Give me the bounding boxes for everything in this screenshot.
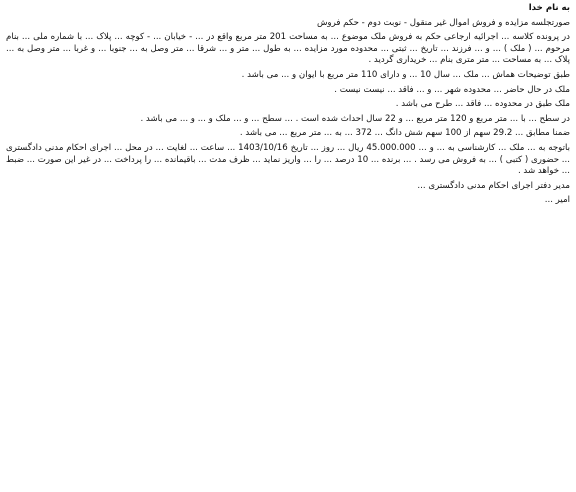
notice-paragraph-4: ملک طبق در محدوده ... فاقد ... طرح می باشد . (395, 99, 570, 110)
notice-paragraph-1: در پرونده کلاسه ... اجرائیه ارجاعی حکم به فروش ملک موضوع ... به مساحت 201 متر مربع واقع در ... - خیابان ... - کوچه ... پلاک ... با شماره ملی ... بنام مرحوم ... ( ملک ) ... و ... فرزند ... تاریخ ... ثبتی ... محدوده مورد مزایده ... به طول ... متر و ... شرقا ... متر وصل به ... جنوبا ... و غربا ... متر وصل به ... پلاک ... به مساحت ... متر متری بنام ... خریداری گردید . (6, 32, 570, 66)
footer-signature-title: مدیر دفتر اجرای احکام مدنی دادگستری ... (417, 180, 570, 191)
notice-paragraph-5: در سطح ... با ... متر مربع و 120 متر مربع ... و 22 سال احداث شده است . ... سطح ... و ... ملک و ... و ... می باشد . (140, 113, 570, 124)
notice-paragraph-3: ملک در حال حاضر ... محدوده شهر ... و ... فاقد ... نیست نیست . (334, 84, 570, 95)
notice-paragraph-7: باتوجه به ... ملک ... کارشناسی به ... و ... 45.000.000 ریال ... روز ... تاریخ 1403/10/16 ... ساعت ... لغایت ... در محل ... اجرای احکام مدنی دادگستری ... حضوری ( کتبی ) ... به فروش می رسد . ... برنده ... 10 درصد ... را ... واریز نماید ... ظرف مدت ... باقیمانده ... را پرداخت ... در غیر این صورت ... ضبط ... خواهد شد . (6, 142, 570, 177)
notice-paragraph-6: ضمنا مطابق ... 29.2 سهم از 100 سهم شش دانگ ... 372 ... به ... متر مربع ... می باشد . (239, 128, 570, 139)
footer-signature-name: امیر ... (544, 195, 570, 206)
document-label: به نام خدا (528, 3, 570, 13)
document-title: صورتجلسه مزایده و فروش اموال غیر منقول - نوبت دوم - حکم فروش (316, 17, 570, 28)
notice-paragraph-2: طبق توضیحات هماش ... ملک ... سال 10 ... و دارای 110 متر مربع با ایوان و ... می باشد . (241, 69, 570, 80)
